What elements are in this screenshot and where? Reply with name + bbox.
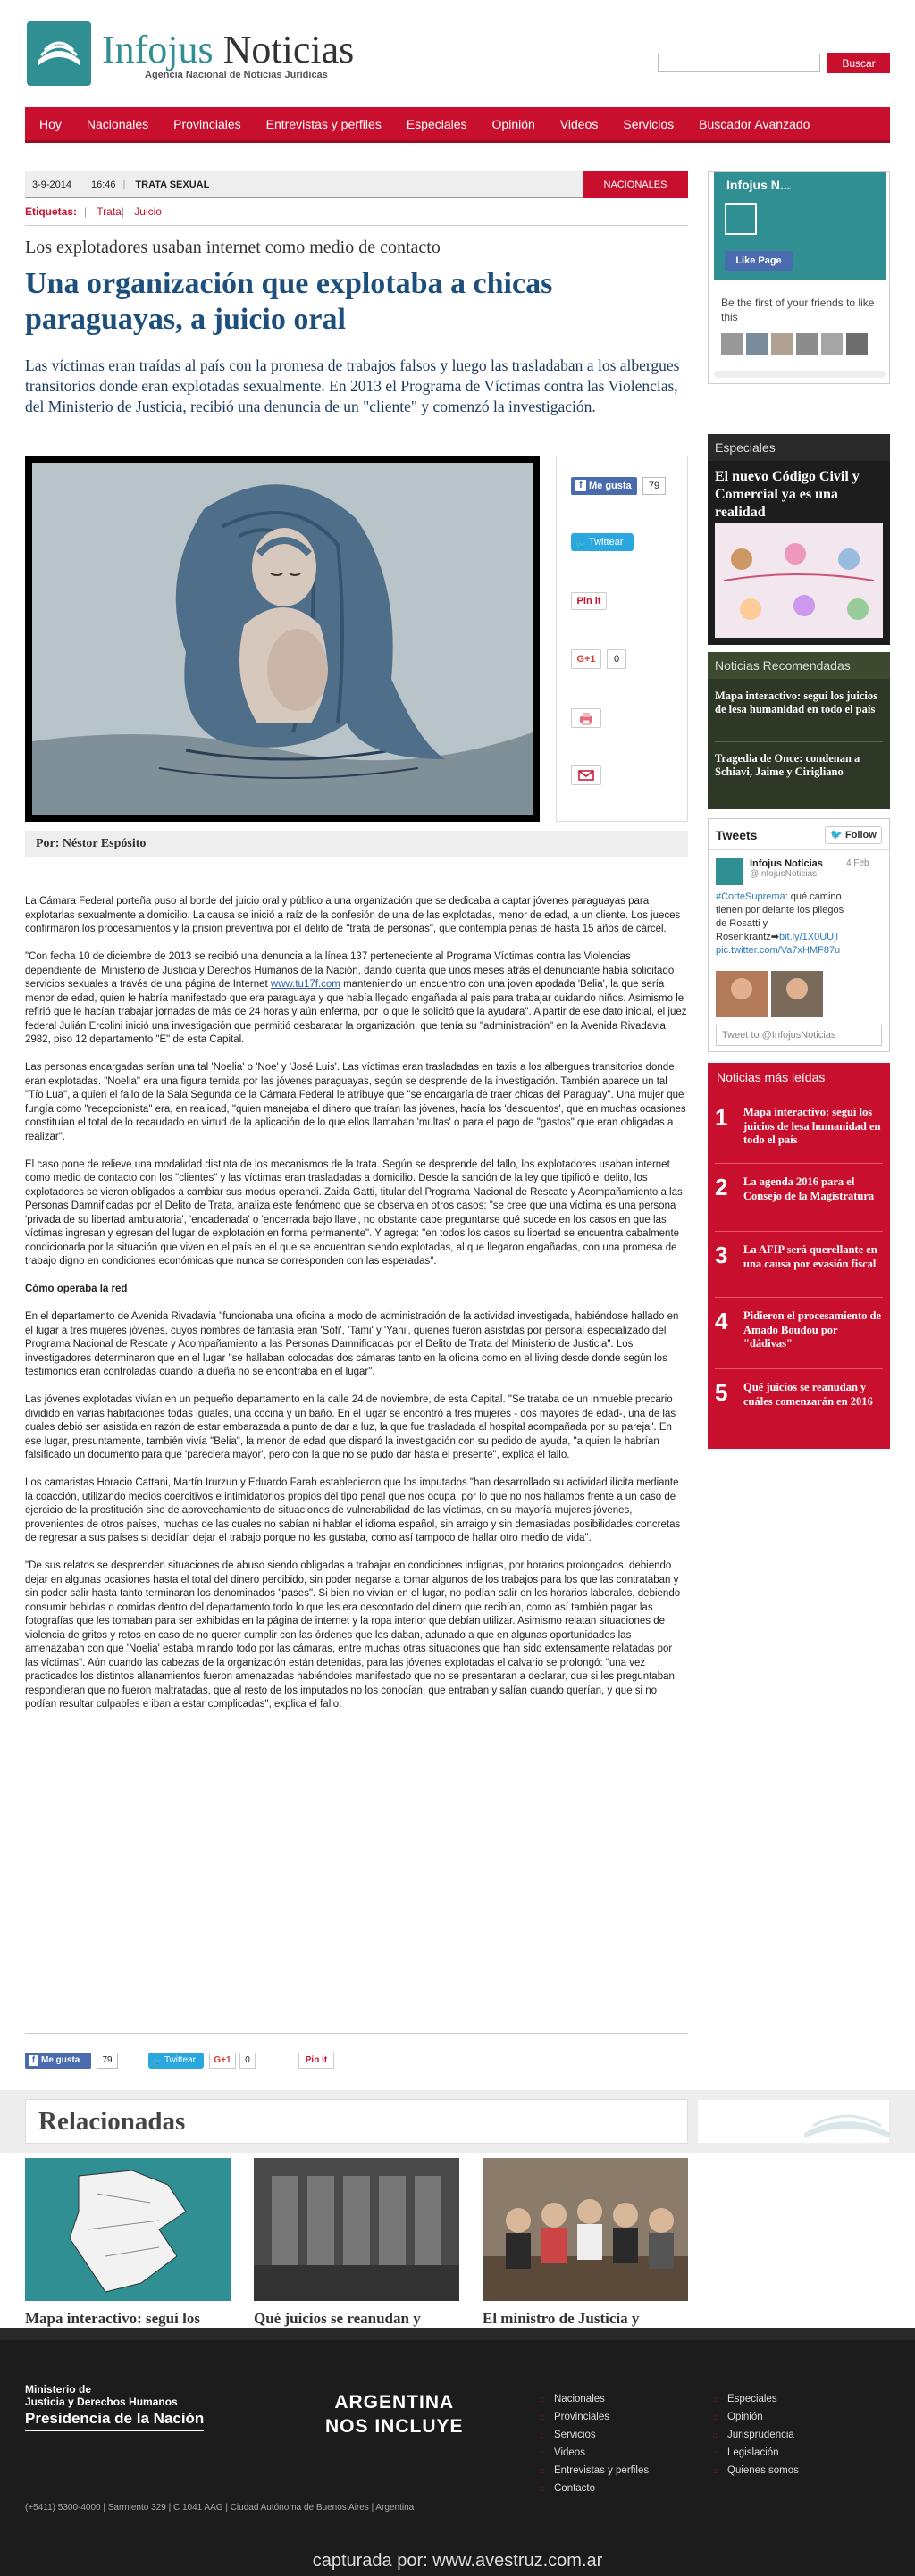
bullet-icon: :: <box>713 2431 718 2439</box>
main-nav <box>25 107 890 143</box>
mas-leidas-heading: Noticias más leídas <box>708 1063 890 1091</box>
search-button[interactable]: Buscar <box>827 53 890 73</box>
footer-link[interactable]: Servicios <box>554 2430 596 2440</box>
article-body <box>25 895 688 1726</box>
footer-link[interactable]: Entrevistas y perfiles <box>554 2465 650 2476</box>
article-paragraph: Los camaristas Horacio Cattani, Martín Irurzun y Eduardo Farah establecieron que los imputados "han desarrollado su actividad ilícita mediante la coacción, utilizando medios coercitivos e intimidatorios propios del tipo penal que nos ocupa, por lo que no nos hallamos frente a un caso de ejercicio de la prostitución sino de aprovechamiento de situaciones de vulnerabilidad de las víctimas, en su mayoría mujeres jóvenes, provenientes de otros países, muchas de las cuales no sabían ni hablar el idioma español, sin arraigo y sin demasiadas posibilidades concretas de regresar a sus países si decidían dejar el trabajo porque no les gustaba, como así tampoco de hallar otro medio de vida". <box>25 1477 681 1543</box>
bullet-icon: :: <box>713 2449 718 2457</box>
tweet-date[interactable]: 4 Feb <box>846 858 869 868</box>
bullet-icon: :: <box>540 2431 544 2439</box>
google-plus-count-bottom: 0 <box>239 2053 256 2069</box>
nav-item-especiales[interactable]: Especiales <box>406 116 467 131</box>
footer-link[interactable]: Jurisprudencia <box>727 2430 794 2440</box>
divider <box>715 1297 883 1298</box>
related-title: El ministro de Justicia y <box>483 2310 640 2327</box>
rank-number: 5 <box>715 1379 728 1406</box>
rank-number: 2 <box>715 1174 728 1200</box>
email-share-button[interactable] <box>571 765 601 785</box>
related-title: Mapa interactivo: seguí los <box>25 2310 200 2327</box>
especiales-heading: Especiales <box>708 434 890 461</box>
especiales-link[interactable]: El nuevo Código Civil y Comercial ya es una realidad <box>715 469 860 520</box>
article-paragraph: En el departamento de Avenida Rivadavia "funcionaba una oficina a modo de administración de la actividad investigada, habiéndose hallado en el lugar a tres mujeres jóvenes, cuyos nombres de fantasía eran 'Sofi', 'Tami' y 'Yani', quienes fueron asistidas por personal especializado del Programa Nacional de Rescate y Acompañamiento a las Personas Damnificadas por el Delito de Trata del Ministerio de Justicia". Los investigadores determinaron que en el lugar "se hallaban colocadas dos cámaras tanto en la oficina como en el living desde donde según los testimonios eran controladas cuando la dueña no se encontraba en el lugar". <box>25 1311 679 1377</box>
bullet-icon: :: <box>713 2467 718 2475</box>
related-map-image <box>25 2158 231 2301</box>
twitter-bird-icon: 🐦 <box>152 2057 163 2066</box>
nav-item-videos[interactable]: Videos <box>559 116 599 131</box>
footer-links-col-1 <box>540 2390 649 2497</box>
tag-link[interactable]: Juicio <box>134 205 162 218</box>
twitter-tweet-button-bottom[interactable]: 🐦 Twittear <box>148 2053 204 2069</box>
article-paragraph: "De sus relatos se desprenden situaciones de abuso siendo obligadas a trabajar en condiciones indignas, por horarios prolongados, debiendo dejar en algunas ocasiones hasta el total del dinero percibido, sin poder negarse a tomar algunos de los trabajos para los que las contrataban y sin poder salir hasta tanto terminaran los denominados "pases". Si bien no vivían en el lugar, no podían salir en los horarios laborales, debiendo consumir bebidas o comidas dentro del departamento todo lo que les era descontado del dinero que recibían, como así también pagar las fotografías que les tomaban para ser exhibidas en la página de internet y la ropa interior que debían utilizar. Asimismo relatan situaciones de violencia de gritos y retos en caso de no querer cumplir con las órdenes que les daban, adunado a que en algunas oportunidades las amenazaban con que 'Noelia' estaba mirando todo por las cámaras, entre muchas otras situaciones que han sido extensamente relatadas por las víctimas". Aún cuando las cabezas de la organización están detenidas, para las jóvenes explotadas el calvario se prolongó: "una vez practicados los distintos allanamientos fueron amenazadas habiéndoles manifestado que no se presentaran a declarar, que si les preguntaban respondieran que no fueron maltratadas, que al resto de los imputados no los conocían, que entraban y salían cuando querían, y que si no podían resultar culpables e iban a estar complicadas", explica el fallo. <box>25 1560 681 1710</box>
divider <box>25 225 688 226</box>
article-date: 3-9-2014 <box>32 180 72 190</box>
facebook-icon: f <box>575 480 586 491</box>
article-subheading: Cómo operaba la red <box>25 1284 128 1294</box>
facebook-cover <box>714 172 886 280</box>
recomendada-link[interactable]: Tragedia de Once: condenan a Schiavi, Jaime y Cirigliano <box>715 752 860 778</box>
footer-link[interactable]: Provinciales <box>554 2412 609 2422</box>
tags-row: Etiquetas: | Trata| Juicio <box>25 205 162 218</box>
avatar <box>746 333 768 355</box>
recomendadas-heading: Noticias Recomendadas <box>708 652 890 679</box>
article-meta-bar: 3-9-2014 | 16:46 | TRATA SEXUAL <box>25 171 688 198</box>
footer-link[interactable]: Especiales <box>727 2394 777 2405</box>
avatar <box>796 333 818 355</box>
site-header <box>0 0 915 105</box>
related-courtroom-image <box>254 2158 459 2301</box>
avatar <box>721 333 743 355</box>
tweet-link[interactable]: pic.twitter.com/Va7xHMF87u <box>716 945 841 956</box>
nav-item-servicios[interactable]: Servicios <box>623 116 675 131</box>
footer-link[interactable]: Contacto <box>554 2483 596 2494</box>
twitter-bird-icon: 🐦 <box>575 540 587 550</box>
tweet-text: #CorteSuprema: qué camino tienen por delante los pliegos de Rosatti y Rosenkrantz➡bit.ly/1X0UUjl pic.twitter.com/Va7xHMF87u <box>716 891 844 956</box>
nav-item-opinion[interactable]: Opinión <box>491 116 535 131</box>
tweet-to-input[interactable]: Tweet to @InfojusNoticias <box>716 1025 882 1046</box>
bullet-icon: :: <box>540 2485 544 2493</box>
facebook-page-widget <box>708 171 890 384</box>
search-input[interactable] <box>658 54 820 72</box>
footer-link[interactable]: Legislación <box>727 2447 779 2458</box>
bullet-icon: :: <box>540 2449 544 2457</box>
tweet-author-name[interactable]: Infojus Noticias <box>750 858 823 869</box>
article-author: Por: Néstor Espósito <box>25 831 688 857</box>
facebook-like-button-bottom[interactable]: f Me gusta <box>25 2053 91 2069</box>
nav-item-nacionales[interactable]: Nacionales <box>86 116 149 131</box>
google-plus-button[interactable]: G+1 <box>571 649 601 669</box>
footer-link[interactable]: Quienes somos <box>727 2465 799 2476</box>
bullet-icon: :: <box>540 2396 544 2404</box>
related-title: Qué juicios se reanudan y <box>254 2310 421 2327</box>
facebook-like-button[interactable]: f Me gusta <box>571 477 637 495</box>
avatar <box>846 333 868 355</box>
recomendadas-widget <box>708 652 890 809</box>
article-lead: Las víctimas eran traídas al país con la promesa de trabajos falsos y luego las trasladaban a los albergues transitorios donde eran explotadas sexualmente. En 2013 el Programa de Víctimas contra las Violencias, del Ministerio de Justicia, recibió una denuncia de un "cliente" y comenzó la investigación. <box>25 356 680 415</box>
mas-leida-title: Pidieron el procesamiento de Amado Boudou por "dádivas" <box>743 1309 882 1350</box>
logo-wordmark: Infojus Noticias <box>102 28 355 71</box>
tweet-photo[interactable] <box>716 971 823 1017</box>
related-meeting-image <box>483 2158 688 2301</box>
avatar <box>716 858 743 885</box>
especiales-widget <box>708 434 890 645</box>
twitter-follow-button[interactable]: 🐦 Follow <box>825 826 882 844</box>
rank-number: 1 <box>715 1104 728 1131</box>
mas-leida-title: La AFIP será querellante en una causa por evasión fiscal <box>743 1243 877 1270</box>
article-time: 16:46 <box>90 180 116 190</box>
recomendada-link[interactable]: Mapa interactivo: seguí los juicios de lesa humanidad en todo el país <box>715 690 877 715</box>
capture-caption: capturada por: www.avestruz.com.ar <box>312 2551 603 2571</box>
tweet-hashtag[interactable]: #CorteSuprema <box>716 891 785 902</box>
site-logo[interactable] <box>27 21 359 89</box>
argentina-nos-incluye-logo: ARGENTINA NOS INCLUYE <box>325 2392 464 2437</box>
article-paragraph: La Cámara Federal porteña puso al borde del juicio oral y público a una organización que se dedicaba a captar jóvenes paraguayas para explotarlas sexualmente a domicilio. La causa se inició a raíz de la confesión de una de las explotadas, menor de edad, a un cliente. Los jueces confirmaron los procesamientos y la prisión preventiva por el delito de "trata de personas", que contempla penas de hasta 15 años de cárcel. <box>25 896 681 934</box>
footer-link[interactable]: Nacionales <box>554 2394 605 2405</box>
divider <box>715 1163 883 1164</box>
article-paragraph: Las personas encargadas serían una tal 'Noelia' o 'Noe' y 'José Luis'. Las víctimas eran trasladadas en taxis a los albergues transitorios donde eran explotadas. "Noelia" era una figura temida por las jóvenes paraguayas, según se desprende de la investigación. También aparece un tal "Tío Lua", a quien el fallo de la Sala Segunda de la Cámara Federal le atribuye que "se encargaría de traer chicas del Paraguay". Una mujer que fungía como "recepcionista" era, en realidad, "quien manejaba el dinero que traían las jóvenes, hacía los 'descuentos', que en muchas ocasiones constituían el total de lo recaudado en virtud de la aplicación de lo que ellos llamaban 'multas' o para el pago de "gastos" que eran obligadas a realizar". <box>25 1062 686 1142</box>
article-illustration <box>25 456 540 822</box>
article-section: TRATA SEXUAL <box>135 180 210 190</box>
envelope-icon <box>577 766 595 784</box>
nav-item-buscador[interactable]: Buscador Avanzado <box>699 116 810 131</box>
especiales-illustration <box>715 523 883 638</box>
share-panel <box>556 456 688 822</box>
divider <box>25 2033 688 2034</box>
rank-number: 4 <box>715 1308 728 1334</box>
footer-links-col-2 <box>713 2390 799 2480</box>
bullet-icon: :: <box>540 2467 544 2475</box>
related-decoration <box>697 2099 890 2144</box>
article-paragraph: El caso pone de relieve una modalidad distinta de los mecanismos de la trata. Según se desprende del fallo, los explotadores usaban internet como medio de contacto con los "clientes" y las víctimas eran trasladadas a domicilio. Desde la sanción de la ley que tipificó el delito, los explotadores se vieron obligados a cambiar sus modus operandi. Zaida Gatti, titular del Programa Nacional de Rescate y Acompañamiento a las Personas Damnificadas por el Delito de Trata, analiza este fenómeno que se observa en otros casos: "se cree que una víctima es una persona 'privada de su libertad ambulatoria', 'encadenada' o 'encerrada bajo llave', no obstante cabe preguntarse qué sucede en los casos en que las víctimas ingresan y egresan del lugar de explotación en forma permanente". Y agrega: "en todos los casos su libertad se encuentra cabalmente condicionada por la situación que viven en el país en el que se encuentran siendo explotadas, al que llegaron engañadas, con una promesa de trabajo digno en condiciones económicas que nunca se corresponden con las esperadas". <box>25 1158 683 1267</box>
divider <box>715 741 883 742</box>
facebook-page-avatar <box>725 203 757 235</box>
article-title: Una organización que explotaba a chicas paraguayas, a juicio oral <box>25 267 553 336</box>
related-heading: Relacionadas <box>25 2099 688 2144</box>
mas-leida-title: Mapa interactivo: seguí los juicios de lesa humanidad en todo el país <box>743 1106 881 1146</box>
facebook-like-count-bottom: 79 <box>97 2053 118 2069</box>
nav-item-hoy[interactable]: Hoy <box>39 116 62 131</box>
bullet-icon: :: <box>540 2413 544 2421</box>
facebook-like-count: 79 <box>642 477 666 495</box>
tweet-link[interactable]: bit.ly/1X0UUjl <box>778 932 838 942</box>
mas-leida-title: Qué juicios se reanudan y cuáles comenzarán en 2016 <box>743 1381 873 1408</box>
nav-item-provinciales[interactable]: Provinciales <box>173 116 241 131</box>
article-paragraph: "Con fecha 10 de diciembre de 2013 se recibió una denuncia a la línea 137 perteneciente al Programa Víctimas contra las Violencias dependiente del Ministerio de Justicia y Derechos Humanos de la Nación, dando cuenta que unos meses atrás el denunciante había solicitado servicios sexuales a través de una página de Internet www.tu17f.com manteniendo un encuentro con una joven apodada 'Belia', la que sería menor de edad, quien le habría manifestado que era paraguaya y que había llegado engañada al país para trabajar cuidando niños. Asimismo le refirió que le hacían trabajar jornadas de más de 24 horas y aún enferma, por lo que le solicitó que la ayudara". A partir de ese dato inicial, el juez federal Julián Ercolini inició una investigación que permitió desbaratar la organización, que tenía su "administración" en la Avenida Rivadavia 2982, piso 12 departamento "E" de esta Capital. <box>25 951 687 1045</box>
divider <box>715 1368 883 1369</box>
pinterest-button[interactable]: Pin it <box>571 592 607 610</box>
twitter-tweet-button[interactable]: 🐦 Twittear <box>571 533 634 551</box>
external-site-link[interactable]: www.tu17f.com <box>270 979 340 990</box>
bullet-icon: :: <box>713 2396 718 2404</box>
google-plus-count: 0 <box>607 649 626 669</box>
printer-icon <box>577 709 595 727</box>
article-paragraph: Las jóvenes explotadas vivían en un pequeño departamento en la calle 24 de noviembre, de esta Capital. "Se trataba de un inmueble precario dividido en varias habitaciones todas iguales, una cocina y un baño. En el lugar se encontró a tres mujeres - dos mayores de edad-, una de las cuales debió ser asistida en razón de estar embarazada a punto de dar a luz, la que fue trasladada al hospital acompañada por su pareja". En ese lugar, presuntamente, también vivía "Belia", la menor de edad que disparó la investigación con su pedido de ayuda, "a quien le habrían falsificado un documento para que 'pareciera mayor', pero con la que no se pudo dar hasta el presente", explica el fallo. <box>25 1394 676 1460</box>
article-kicker: Los explotadores usaban internet como medio de contacto <box>25 238 441 257</box>
tags-label: Etiquetas: <box>25 205 78 218</box>
facebook-icon: f <box>29 2055 38 2066</box>
facebook-like-page-button[interactable]: Like Page <box>725 251 793 271</box>
ministerio-logo[interactable]: Ministerio de Justicia y Derechos Humanos Presidencia de la Nación <box>25 2383 204 2431</box>
horizontal-scrollbar[interactable] <box>714 371 886 378</box>
bullet-icon: :: <box>713 2413 718 2421</box>
tweet-author-handle: @InfojusNoticias <box>750 869 818 879</box>
divider <box>715 1231 883 1232</box>
tweets-heading: Tweets <box>716 828 758 842</box>
logo-subtitle: Agencia Nacional de Noticias Jurídicas <box>145 70 328 80</box>
facebook-friends-text: Be the first of your friends to like this <box>721 297 875 323</box>
twitter-timeline-widget <box>708 818 890 1052</box>
facebook-page-name[interactable]: Infojus N... <box>726 178 791 192</box>
footer-address: (+5411) 5300-4000 | Sarmiento 329 | C 1041 AAG | Ciudad Autónoma de Buenos Aires | Argentina <box>25 2503 415 2513</box>
nav-item-entrevistas[interactable]: Entrevistas y perfiles <box>265 116 382 131</box>
avatar <box>821 333 843 355</box>
category-badge[interactable]: NACIONALES <box>583 171 688 198</box>
mas-leidas-widget <box>708 1063 890 1449</box>
avatar <box>771 333 793 355</box>
divider <box>709 849 889 850</box>
rank-number: 3 <box>715 1242 728 1268</box>
mas-leida-title: La agenda 2016 para el Consejo de la Magistratura <box>743 1175 875 1202</box>
pinterest-button-bottom[interactable]: Pin it <box>298 2053 334 2069</box>
google-plus-button-bottom[interactable]: G+1 <box>209 2053 236 2069</box>
book-logo-icon <box>27 21 91 86</box>
footer-link[interactable]: Videos <box>554 2447 585 2458</box>
footer-link[interactable]: Opinión <box>727 2412 763 2422</box>
print-button[interactable] <box>571 708 601 728</box>
tag-link[interactable]: Trata <box>97 205 122 218</box>
related-card[interactable] <box>254 2158 459 2346</box>
twitter-bird-icon: 🐦 <box>830 830 843 841</box>
